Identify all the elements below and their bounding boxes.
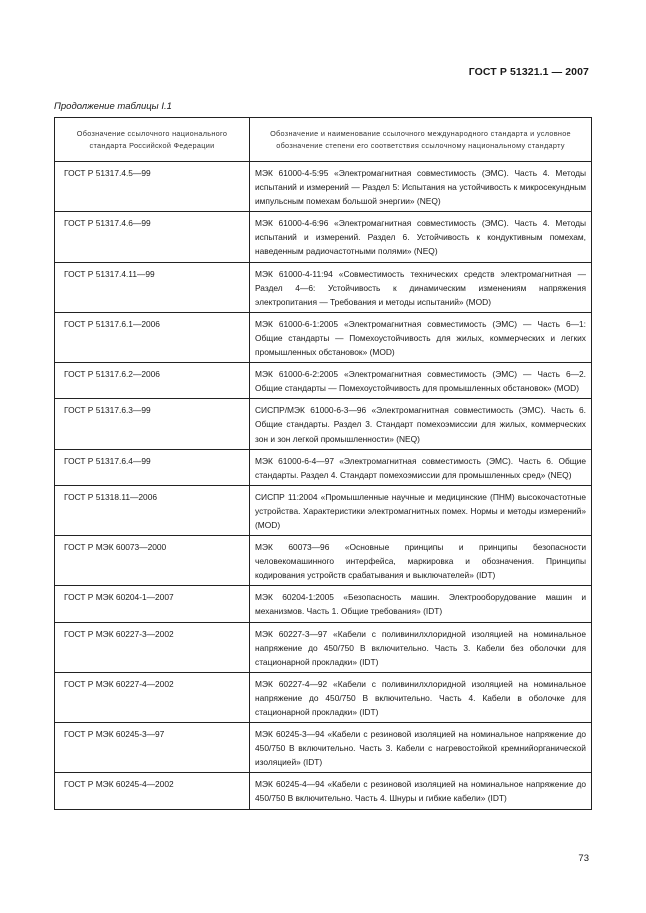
national-standard-code: ГОСТ Р МЭК 60073—2000 bbox=[64, 542, 167, 553]
national-standard-code: ГОСТ Р 51318.11—2006 bbox=[64, 491, 158, 502]
international-standard-cell bbox=[250, 363, 592, 399]
table-caption: Продолжение таблицы I.1 bbox=[54, 101, 172, 112]
national-standard-cell bbox=[55, 536, 250, 586]
table-row bbox=[55, 449, 592, 485]
international-standard-cell bbox=[250, 399, 592, 449]
national-standard-code: ГОСТ Р МЭК 60227-3—2002 bbox=[64, 628, 174, 639]
table-row bbox=[55, 723, 592, 773]
table-row bbox=[55, 586, 592, 622]
table-row bbox=[55, 399, 592, 449]
table-row bbox=[55, 622, 592, 672]
international-standard-title: МЭК 61000-4-5:95 «Электромагнитная совместимость (ЭМС). Часть 4. Методы испытаний и измерений — Раздел 5: Испытания на устойчивость к микросекундным импульсным помехам большой энергии» (NEQ) bbox=[255, 168, 586, 207]
national-standard-code: ГОСТ Р 51317.4.5—99 bbox=[64, 168, 151, 178]
reference-table bbox=[54, 117, 592, 810]
national-standard-code: ГОСТ Р 51317.6.3—99 bbox=[64, 405, 151, 416]
table-row bbox=[55, 672, 592, 722]
national-standard-cell bbox=[55, 162, 250, 212]
national-standard-cell bbox=[55, 212, 250, 262]
national-standard-code: ГОСТ Р МЭК 60227-4—2002 bbox=[64, 678, 174, 689]
national-standard-cell bbox=[55, 773, 250, 809]
international-standard-title: МЭК 60227-4—92 «Кабели с поливинилхлоридной изоляцией на номинальное напряжение до 450/750 В включительно. Часть 4. Кабели в оболочке для стационарной прокладки» (IDT) bbox=[255, 678, 586, 717]
national-standard-code: ГОСТ Р 51317.4.11—99 bbox=[64, 268, 155, 279]
international-standard-cell bbox=[250, 536, 592, 586]
national-standard-code: ГОСТ Р МЭК 60245-4—2002 bbox=[64, 779, 174, 790]
national-standard-code: ГОСТ Р 51317.4.6—99 bbox=[64, 218, 151, 229]
national-standard-cell bbox=[55, 485, 250, 535]
international-standard-title: СИСПР/МЭК 61000-6-3—96 «Электромагнитная совместимость (ЭМС). Часть 6. Общие стандарты. Раздел 3. Стандарт помехоэмиссии для жилых, коммерческих зон и зон легкой промышленности» (NEQ) bbox=[255, 405, 586, 444]
table-row bbox=[55, 212, 592, 262]
international-standard-cell bbox=[250, 262, 592, 312]
international-standard-title: МЭК 61000-6-4—97 «Электромагнитная совместимость (ЭМС). Часть 6. Общие стандарты. Раздел 4. Стандарт помехоэмиссии для промышленных сред» (NEQ) bbox=[255, 455, 586, 480]
international-standard-title: МЭК 60245-4—94 «Кабели с резиновой изоляцией на номинальное напряжение до 450/750 В включительно. Часть 4. Шнуры и гибкие кабели» (IDT) bbox=[255, 779, 586, 804]
column-header-international: Обозначение и наименование ссылочного международного стандарта и условное обозначение степени его соответствия ссылочному национальному стандарту bbox=[250, 118, 592, 162]
national-standard-code: ГОСТ Р 51317.6.2—2006 bbox=[64, 369, 160, 380]
national-standard-code: ГОСТ Р МЭК 60204-1—2007 bbox=[64, 592, 174, 603]
national-standard-cell bbox=[55, 723, 250, 773]
international-standard-cell bbox=[250, 622, 592, 672]
international-standard-title: СИСПР 11:2004 «Промышленные научные и медицинские (ПНМ) высокочастотные устройства. Характеристики электромагнитных помех. Нормы и методы измерений» (MOD) bbox=[255, 491, 586, 530]
international-standard-cell bbox=[250, 162, 592, 212]
international-standard-title: МЭК 61000-4-11:94 «Совместимость технических средств электромагнитная — Раздел 4—6: Устойчивость к динамическим изменениям напряжения электропитания — Требования и методы испытаний» (MOD) bbox=[255, 268, 586, 307]
international-standard-cell bbox=[250, 773, 592, 809]
column-header-national: Обозначение ссылочного национального стандарта Российской Федерации bbox=[55, 118, 250, 162]
international-standard-title: МЭК 61000-4-6:96 «Электромагнитная совместимость (ЭМС). Часть 4. Методы испытаний и измерений. Раздел 6. Устойчивость к кондуктивным помехам, наведенным радиочастотными полями» (NEQ) bbox=[255, 218, 586, 257]
table-row bbox=[55, 312, 592, 362]
international-standard-title: МЭК 60073—96 «Основные принципы и принципы безопасности человекомашинного интерфейса, маркировка и обозначения. Принципы кодирования устройств срабатывания и выключателей» (IDT) bbox=[255, 542, 586, 581]
table-row bbox=[55, 485, 592, 535]
national-standard-cell bbox=[55, 312, 250, 362]
table-row bbox=[55, 773, 592, 809]
table-header-row bbox=[55, 118, 592, 162]
international-standard-title: МЭК 60204-1:2005 «Безопасность машин. Электрооборудование машин и механизмов. Часть 1. Общие требования» (IDT) bbox=[255, 592, 586, 617]
document-code: ГОСТ Р 51321.1 — 2007 bbox=[468, 66, 589, 78]
national-standard-cell bbox=[55, 622, 250, 672]
national-standard-cell bbox=[55, 262, 250, 312]
international-standard-title: МЭК 61000-6-1:2005 «Электромагнитная совместимость (ЭМС) — Часть 6—1: Общие стандарты — Помехоустойчивость для жилых, коммерческих и легких промышленных обстановок» (MOD) bbox=[255, 318, 586, 358]
international-standard-cell bbox=[250, 312, 592, 362]
national-standard-cell bbox=[55, 399, 250, 449]
national-standard-cell bbox=[55, 586, 250, 622]
international-standard-title: МЭК 60245-3—94 «Кабели с резиновой изоляцией на номинальное напряжение до 450/750 В включительно. Часть 3. Кабели с нагревостойкой кремнийорганической изоляцией» (IDT) bbox=[255, 729, 586, 768]
national-standard-cell bbox=[55, 672, 250, 722]
page-number: 73 bbox=[578, 853, 589, 864]
international-standard-title: МЭК 60227-3—97 «Кабели с поливинилхлоридной изоляцией на номинальное напряжение до 450/750 В включительно. Часть 3. Кабели без оболочки для стационарной прокладки» (IDT) bbox=[255, 628, 586, 667]
national-standard-code: ГОСТ Р МЭК 60245-3—97 bbox=[64, 729, 165, 740]
national-standard-code: ГОСТ Р 51317.6.1—2006 bbox=[64, 318, 160, 329]
table-row bbox=[55, 162, 592, 212]
international-standard-title: МЭК 61000-6-2:2005 «Электромагнитная совместимость (ЭМС) — Часть 6—2. Общие стандарты — Помехоустойчивость для промышленных обстановок» (MOD) bbox=[255, 369, 586, 394]
international-standard-cell bbox=[250, 723, 592, 773]
table-row bbox=[55, 536, 592, 586]
table-row bbox=[55, 363, 592, 399]
international-standard-cell bbox=[250, 485, 592, 535]
international-standard-cell bbox=[250, 212, 592, 262]
table-row bbox=[55, 262, 592, 312]
national-standard-code: ГОСТ Р 51317.6.4—99 bbox=[64, 455, 151, 466]
international-standard-cell bbox=[250, 672, 592, 722]
international-standard-cell bbox=[250, 586, 592, 622]
national-standard-cell bbox=[55, 363, 250, 399]
international-standard-cell bbox=[250, 449, 592, 485]
national-standard-cell bbox=[55, 449, 250, 485]
